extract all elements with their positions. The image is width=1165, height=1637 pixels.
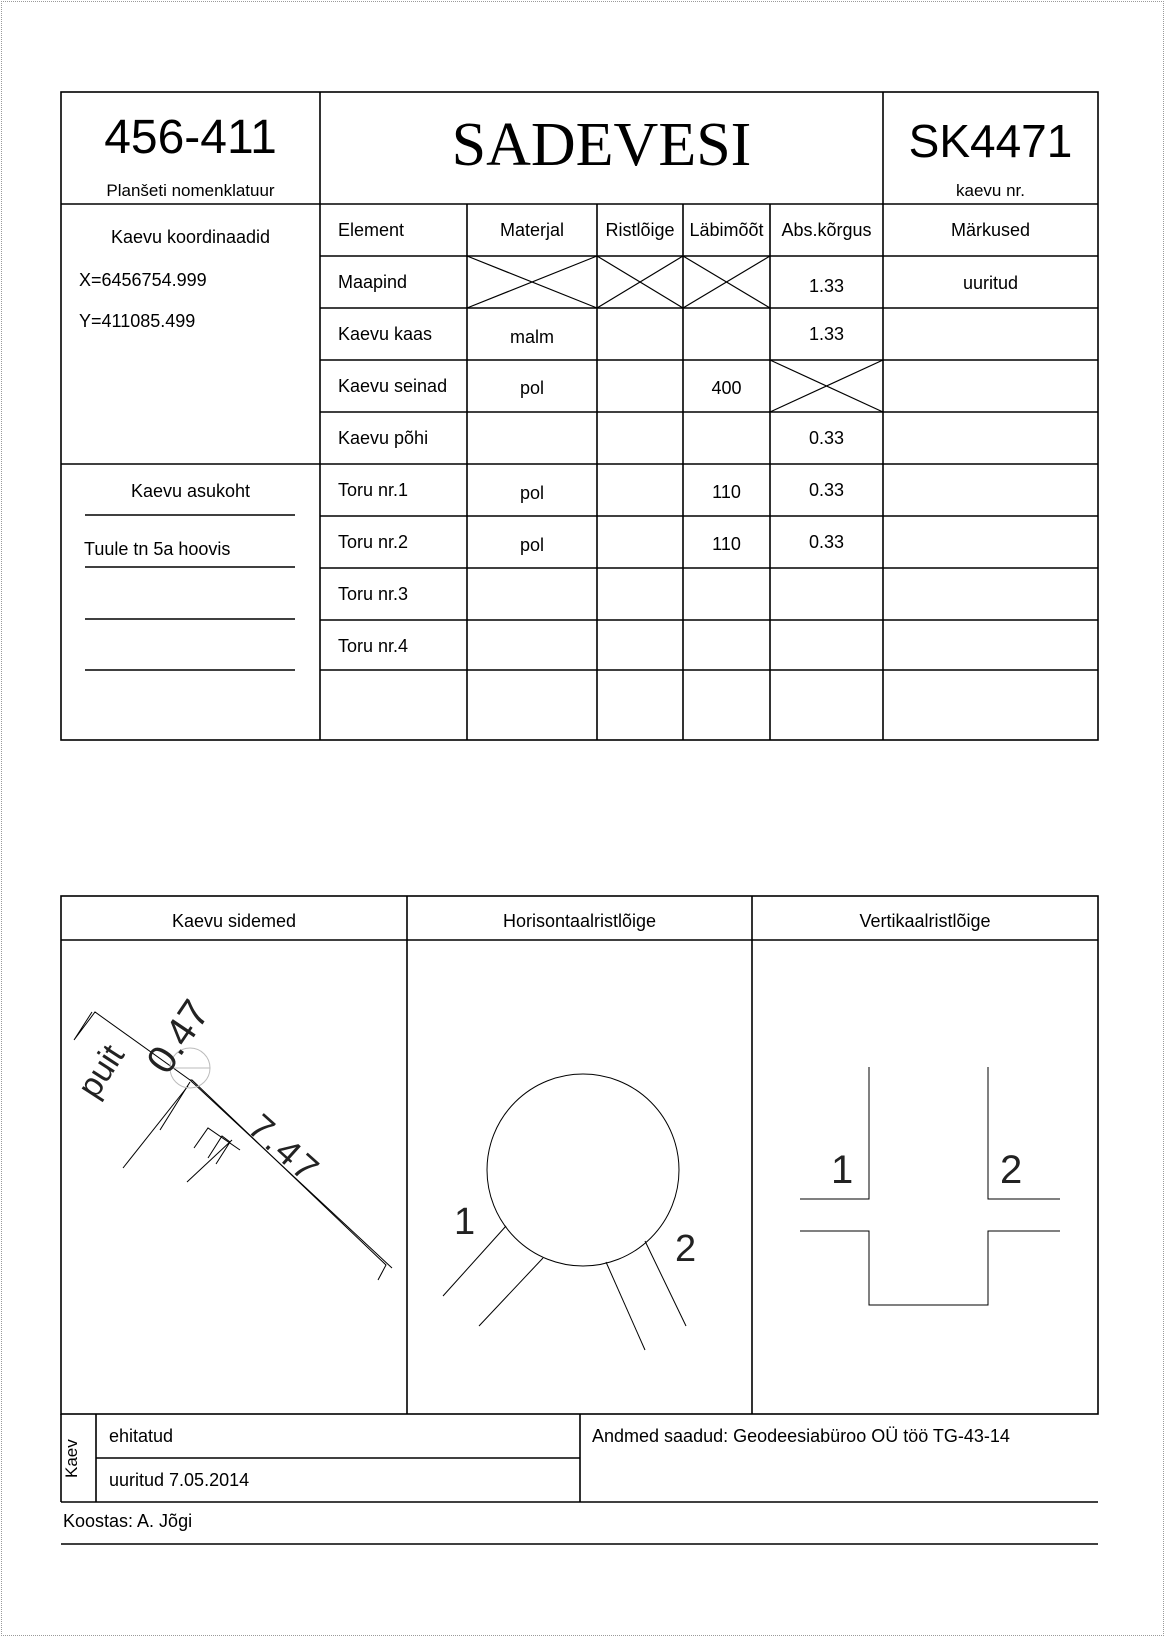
vertical-pipe-label-2: 2 <box>1000 1148 1023 1192</box>
table-cell-diameter: 400 <box>711 378 742 398</box>
col-header-cross-section: Ristlõige <box>605 220 675 240</box>
table-cell-abs-height: 0.33 <box>808 532 845 552</box>
footer-side-label: Kaev <box>62 1439 81 1478</box>
plansheet-number: 456-411 <box>104 111 277 164</box>
footer-data-source: Andmed saadud: Geodeesiabüroo OÜ töö TG-43-14 <box>592 1426 1010 1446</box>
table-cell-abs-height: 0.33 <box>808 428 845 448</box>
ties-label-wood: puit <box>70 1037 133 1105</box>
table-cell-material: pol <box>519 378 545 398</box>
table-cell-material: pol <box>519 535 545 555</box>
page-title: SADEVESI <box>451 111 752 179</box>
table-cell-abs-height: 1.33 <box>808 324 845 344</box>
table-cell-abs-height: 0.33 <box>808 480 845 500</box>
table-cell-element: Toru nr.4 <box>338 636 409 656</box>
plansheet-label: Planšeti nomenklatuur <box>106 181 275 200</box>
table-cell-element: Maapind <box>338 272 408 292</box>
panel-title-vertical: Vertikaalristlõige <box>859 911 991 931</box>
location-line: Tuule tn 5a hoovis <box>84 539 231 559</box>
horizontal-pipe-label-2: 2 <box>675 1228 697 1270</box>
table-cell-element: Toru nr.2 <box>338 532 409 552</box>
footer-surveyed: uuritud 7.05.2014 <box>109 1470 250 1490</box>
table-cell-element: Kaevu seinad <box>338 376 448 396</box>
footer-author: Koostas: A. Jõgi <box>63 1511 193 1531</box>
col-header-diameter: Läbimõõt <box>689 220 764 240</box>
table-cell-element: Toru nr.3 <box>338 584 409 604</box>
col-header-material: Materjal <box>499 220 565 240</box>
horizontal-section-sketch <box>443 1074 686 1350</box>
coordinate-y: Y=411085.499 <box>79 311 196 331</box>
well-number-label: kaevu nr. <box>956 181 1025 200</box>
coordinate-x: X=6456754.999 <box>79 270 207 290</box>
well-number: SK4471 <box>908 115 1073 167</box>
table-cell-remarks: uuritud <box>962 273 1019 293</box>
coordinates-title: Kaevu koordinaadid <box>110 227 271 247</box>
ties-label-distance-2: 7.47 <box>240 1105 330 1192</box>
table-cell-element: Kaevu kaas <box>338 324 433 344</box>
panel-title-ties: Kaevu sidemed <box>171 911 297 931</box>
location-title: Kaevu asukoht <box>130 481 251 501</box>
horizontal-pipe-label-1: 1 <box>454 1201 476 1243</box>
table-cell-diameter: 110 <box>712 482 741 502</box>
col-header-abs-height: Abs.kõrgus <box>781 220 872 240</box>
vertical-pipe-label-1: 1 <box>831 1148 854 1192</box>
table-cell-abs-height: 1.33 <box>808 276 845 296</box>
table-cell-material: malm <box>510 327 554 347</box>
footer-built: ehitatud <box>109 1426 174 1446</box>
table-cell-material: pol <box>519 483 545 503</box>
ties-label-distance-1: 0.47 <box>138 992 219 1082</box>
col-header-element: Element <box>338 220 405 240</box>
col-header-remarks: Märkused <box>950 220 1031 240</box>
table-cell-diameter: 110 <box>712 534 741 554</box>
table-cell-element: Toru nr.1 <box>338 480 409 500</box>
panel-title-horizontal: Horisontaalristlõige <box>502 911 657 931</box>
table-cell-element: Kaevu põhi <box>338 428 429 448</box>
